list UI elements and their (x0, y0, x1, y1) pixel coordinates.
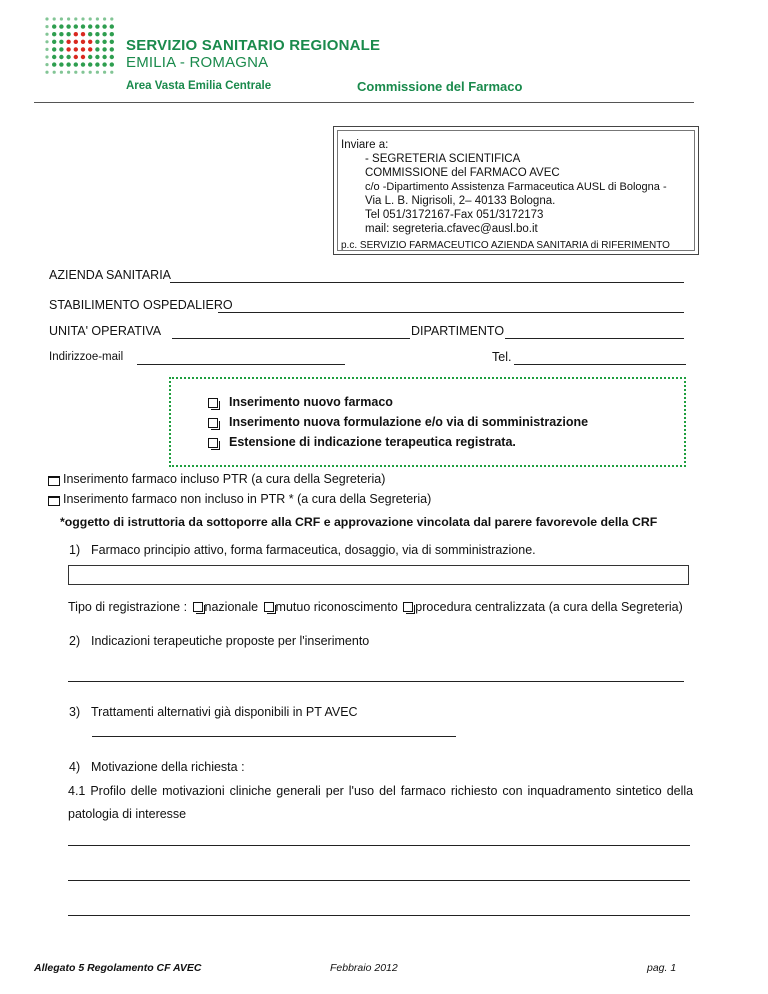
section-1-title: Farmaco principio attivo, forma farmaceutica, dosaggio, via di somministrazione. (91, 543, 536, 557)
address-line: COMMISSIONE del FARMACO AVEC (365, 167, 560, 179)
option-ptr-not-included: Inserimento farmaco non incluso in PTR * (a cura della Segreteria) (63, 492, 432, 506)
logo-dot-green (102, 55, 106, 59)
logo-dot-green (88, 32, 92, 36)
logo-dot-green (102, 40, 106, 44)
dipartimento-field[interactable] (505, 338, 684, 339)
option-new-drug: Inserimento nuovo farmaco (229, 395, 393, 409)
logo-dot-green (52, 62, 56, 66)
address-box (333, 126, 699, 255)
logo-dot-green (102, 32, 106, 36)
option-new-formulation: Inserimento nuova formulazione e/o via di somministrazione (229, 415, 589, 429)
logo-dot-green (59, 55, 63, 59)
logo-dot-red (74, 47, 78, 51)
reg-option-centralized: procedura centralizzata (a cura della Segreteria) (415, 600, 683, 614)
send-to-label: Inviare a: (341, 139, 389, 151)
logo-dot-green (45, 33, 48, 36)
section-2-number: 2) (69, 634, 81, 648)
logo-dot-green (66, 55, 70, 59)
section-1-number: 1) (69, 543, 81, 557)
option-ptr-included: Inserimento farmaco incluso PTR (a cura della Segreteria) (63, 472, 386, 486)
logo-dot-green (45, 63, 48, 66)
checkbox-reg-centralized[interactable] (403, 602, 413, 612)
logo-dot-green (81, 71, 84, 74)
footer-date: Febbraio 2012 (330, 962, 398, 974)
logo-dot-green (60, 17, 63, 20)
checkbox-reg-national[interactable] (193, 602, 203, 612)
logo-dot-green (74, 71, 77, 74)
logo-dot-red (81, 32, 85, 36)
logo-dot-green (45, 48, 48, 51)
logo-dot-red (74, 32, 78, 36)
logo-dot-red (88, 47, 92, 51)
logo-dot-green (74, 17, 77, 20)
logo-dot-green (81, 17, 84, 20)
logo-dot-green (66, 62, 70, 66)
logo-dot-green (110, 17, 113, 20)
checkbox-new-formulation[interactable] (208, 418, 218, 428)
logo-dot-red (81, 40, 85, 44)
logo-dot-green (52, 47, 56, 51)
reg-option-national: nazionale (204, 600, 259, 614)
motivation-line[interactable] (68, 845, 690, 846)
cc-line: p.c. SERVIZIO FARMACEUTICO AZIENDA SANITARIA di RIFERIMENTO (341, 240, 670, 251)
logo-dot-green (59, 47, 63, 51)
stabilimento-label: STABILIMENTO OSPEDALIERO (49, 298, 233, 312)
logo-dot-green (45, 40, 48, 43)
indirizzo-label: Indirizzoe-mail (49, 351, 124, 363)
logo-dot-green (95, 40, 99, 44)
logo-dot-green (89, 71, 92, 74)
logo-dot-green (81, 24, 85, 28)
logo-dot-red (74, 40, 78, 44)
logo-dot-green (66, 24, 70, 28)
option-extension: Estensione di indicazione terapeutica registrata. (229, 435, 516, 449)
logo-dot-green (45, 55, 48, 58)
address-line: Tel 051/3172167-Fax 051/3172173 (365, 209, 544, 221)
logo-dot-green (89, 17, 92, 20)
footer-page: pag. 1 (647, 962, 677, 974)
logo-dot-green (96, 71, 99, 74)
logo-dot-green (59, 24, 63, 28)
logo-dot-green (103, 17, 106, 20)
logo-dot-green (110, 40, 114, 44)
logo-dot-green (59, 40, 63, 44)
logo-dot-green (74, 62, 78, 66)
logo-dot-red (81, 47, 85, 51)
footer-left: Allegato 5 Regolamento CF AVEC (34, 962, 202, 974)
logo-dot-green (52, 40, 56, 44)
logo-dot-green (45, 25, 48, 28)
dipartimento-label: DIPARTIMENTO (411, 324, 505, 338)
azienda-label: AZIENDA SANITARIA (49, 268, 172, 282)
logo-dot-green (103, 71, 106, 74)
logo-dot-green (110, 47, 114, 51)
unita-label: UNITA' OPERATIVA (49, 324, 162, 338)
logo-dot-green (110, 24, 114, 28)
logo-dot-green (52, 55, 56, 59)
org-name-line2: EMILIA - ROMAGNA (126, 54, 269, 71)
indications-field[interactable] (68, 681, 684, 682)
alternatives-field[interactable] (92, 736, 456, 737)
checkbox-ptr-not-included[interactable] (48, 496, 60, 506)
logo-dot-green (66, 32, 70, 36)
logo-dot-green (74, 24, 78, 28)
logo-dot-green (95, 32, 99, 36)
logo-dot-red (66, 47, 70, 51)
checkbox-extension[interactable] (208, 438, 218, 448)
logo-dot-green (110, 32, 114, 36)
unita-field[interactable] (172, 338, 410, 339)
logo-dot-green (95, 47, 99, 51)
logo-dot-green (67, 17, 70, 20)
section-3-title: Trattamenti alternativi già disponibili in PT AVEC (91, 705, 358, 719)
address-line: c/o -Dipartimento Assistenza Farmaceutica AUSL di Bologna - (365, 181, 667, 193)
logo-dot-red (88, 40, 92, 44)
logo-dot-green (81, 62, 85, 66)
commission-label: Commissione del Farmaco (357, 79, 523, 94)
stabilimento-field[interactable] (218, 312, 684, 313)
logo-dot-red (74, 55, 78, 59)
azienda-field[interactable] (170, 282, 684, 283)
address-line: Via L. B. Nigrisoli, 2– 40133 Bologna. (365, 195, 556, 207)
section-3-number: 3) (69, 705, 81, 719)
logo-dot-green (53, 17, 56, 20)
logo-dot-grid (44, 16, 116, 76)
logo-dot-green (59, 62, 63, 66)
logo-dot-green (88, 55, 92, 59)
tel-label: Tel. (492, 350, 512, 364)
logo-dot-green (45, 17, 48, 20)
logo-dot-green (102, 62, 106, 66)
logo-dot-green (110, 62, 114, 66)
logo-dot-green (95, 62, 99, 66)
address-line: - SEGRETERIA SCIENTIFICA (365, 153, 521, 165)
registration-type-row (68, 600, 683, 614)
area-vasta-label: Area Vasta Emilia Centrale (126, 80, 272, 92)
motivation-line[interactable] (68, 915, 690, 916)
logo-dot-green (88, 24, 92, 28)
logo-dot-green (102, 47, 106, 51)
logo-dot-red (66, 40, 70, 44)
section-4-1-text: 4.1 Profilo delle motivazioni cliniche generali per l'uso del farmaco richiesto con inquadramento sintetico della (68, 784, 694, 798)
drug-input-box[interactable] (68, 565, 689, 585)
header-divider (34, 102, 694, 103)
org-name-line1: SERVIZIO SANITARIO REGIONALE (126, 37, 381, 54)
reg-option-mutual: mutuo riconoscimento (275, 600, 398, 614)
address-line: mail: segreteria.cfavec@ausl.bo.it (365, 223, 538, 235)
logo-dot-green (67, 71, 70, 74)
checkbox-new-drug[interactable] (208, 398, 218, 408)
indirizzo-field[interactable] (137, 364, 345, 365)
registration-type-label: Tipo di registrazione : (68, 600, 188, 614)
logo-dot-green (52, 24, 56, 28)
section-4-1-text-cont: patologia di interesse (68, 807, 187, 821)
crf-note: *oggetto di istruttoria da sottoporre alla CRF e approvazione vincolata dal parere favorevole della CRF (60, 515, 658, 529)
checkbox-reg-mutual[interactable] (264, 602, 274, 612)
logo-dot-red (81, 55, 85, 59)
motivation-line[interactable] (68, 880, 690, 881)
logo-dot-green (96, 17, 99, 20)
checkbox-ptr-included[interactable] (48, 476, 60, 486)
tel-field[interactable] (514, 364, 686, 365)
section-4-number: 4) (69, 760, 81, 774)
logo-dot-green (110, 71, 113, 74)
logo-dot-green (110, 55, 114, 59)
logo-dot-green (45, 71, 48, 74)
logo-dot-green (95, 55, 99, 59)
section-2-title: Indicazioni terapeutiche proposte per l'inserimento (91, 634, 370, 648)
logo-dot-green (88, 62, 92, 66)
logo-dot-green (52, 32, 56, 36)
logo-dot-green (102, 24, 106, 28)
logo-dot-green (53, 71, 56, 74)
logo-dot-green (59, 32, 63, 36)
logo-dot-green (95, 24, 99, 28)
logo-dot-green (60, 71, 63, 74)
section-4-title: Motivazione della richiesta : (91, 760, 245, 774)
